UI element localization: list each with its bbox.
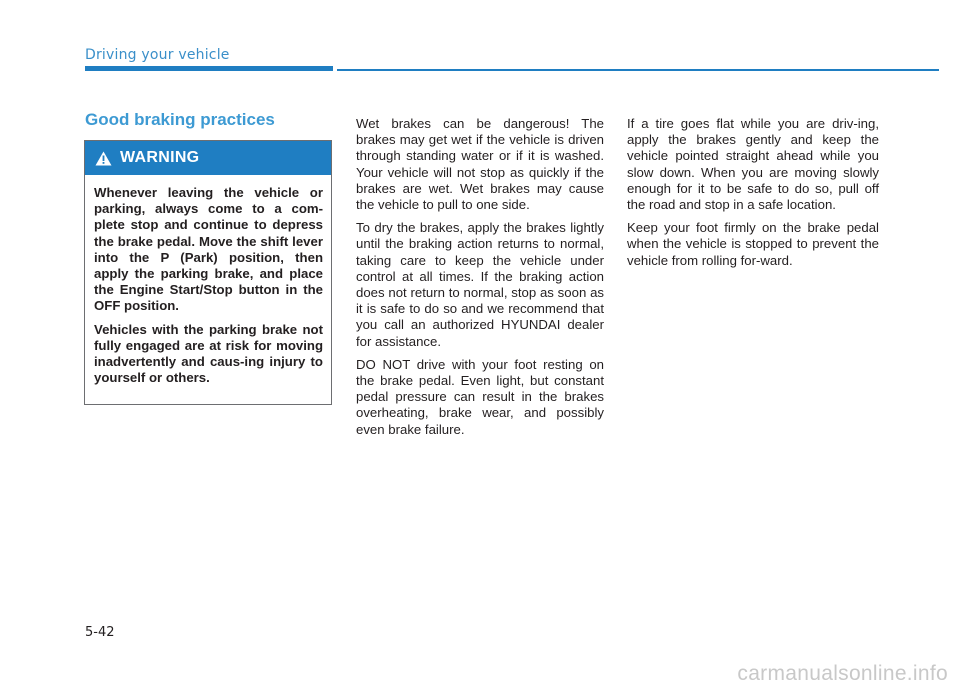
section-title: Driving your vehicle [85, 47, 230, 63]
warning-box [84, 140, 332, 405]
page-heading: Good braking practices [85, 110, 275, 129]
column-3 [627, 116, 879, 276]
body-paragraph: To dry the brakes, apply the brakes lightly until the braking action returns to normal, taking care to keep the vehicle under control at all times. If the braking action does not return to normal, stop as soon as it is safe to do so and we recommend that you call an authorized HYUNDAI dealer for assistance. [356, 220, 604, 349]
warning-title: WARNING [120, 149, 200, 166]
body-paragraph: Keep your foot firmly on the brake pedal when the vehicle is stopped to prevent the vehicle from rolling for-ward. [627, 220, 879, 268]
page-number: 5-42 [85, 625, 115, 640]
column-2 [356, 116, 604, 445]
watermark[interactable]: carmanualsonline.info [737, 662, 948, 685]
header-rule-thin [337, 69, 939, 71]
warning-header [85, 141, 331, 175]
warning-triangle-icon [95, 151, 112, 166]
body-paragraph: If a tire goes flat while you are driv-ing, apply the brakes gently and keep the vehicle pointed straight ahead while you slow down. When you are moving slowly enough for it to be safe to do so, pull off the road and stop in a safe location. [627, 116, 879, 213]
warning-paragraph: Whenever leaving the vehicle or parking, always come to a com-plete stop and continue to depress the brake pedal. Move the shift lever into the P (Park) position, then apply the parking brake, and place the Engine Start/Stop button in the OFF position. [94, 185, 323, 314]
header-rule-thick [85, 66, 333, 71]
warning-paragraph: Vehicles with the parking brake not fully engaged are at risk for moving inadvertently and caus-ing injury to yourself or others. [94, 321, 323, 386]
body-paragraph: Wet brakes can be dangerous! The brakes may get wet if the vehicle is driven through standing water or if it is washed. Your vehicle will not stop as quickly if the brakes are wet. Wet brakes may cause the vehicle to pull to one side. [356, 116, 604, 213]
warning-body [85, 175, 331, 386]
body-paragraph: DO NOT drive with your foot resting on the brake pedal. Even light, but constant pedal pressure can result in the brakes overheating, brake wear, and possibly even brake failure. [356, 356, 604, 437]
